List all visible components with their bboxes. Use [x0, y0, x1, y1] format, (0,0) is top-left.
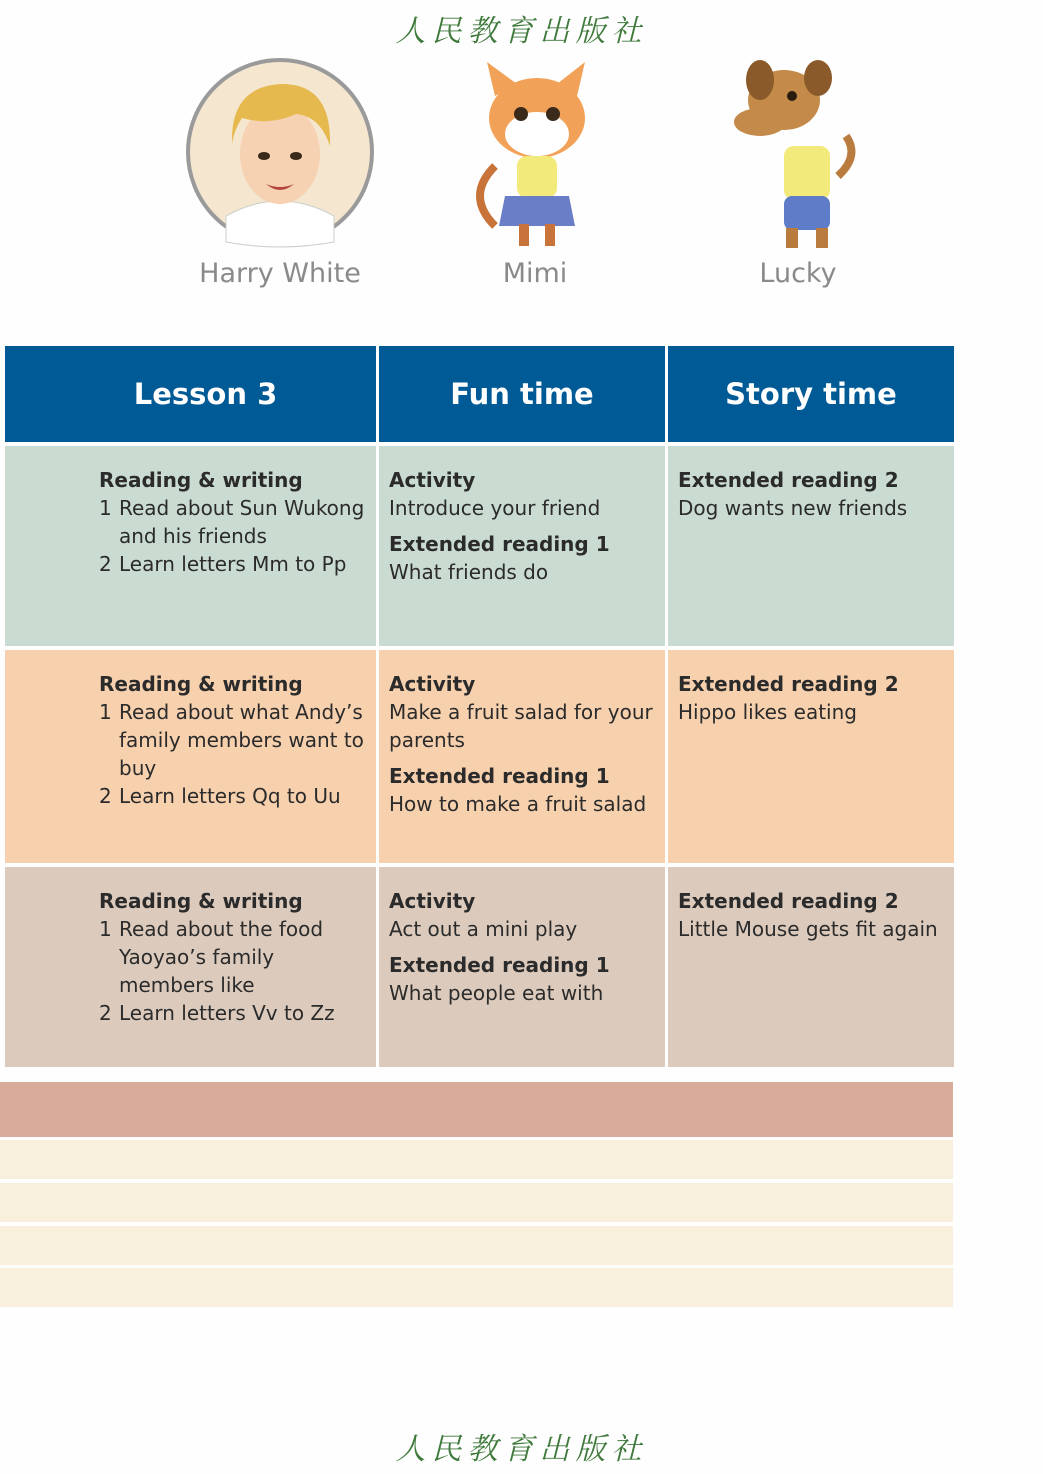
header-story-time: Story time	[668, 346, 954, 442]
lucky-dog-image	[688, 56, 908, 256]
cell-title: Extended reading 2	[678, 889, 899, 913]
cell-subtitle: Extended reading 1	[389, 953, 610, 977]
table-row	[5, 863, 954, 1067]
cell-title: Activity	[389, 468, 476, 492]
cell-text: Act out a mini play	[389, 917, 578, 941]
character-name: Lucky	[759, 258, 837, 289]
cell-subtext: What people eat with	[389, 981, 604, 1005]
item-text: Read about the food Yaoyao’s family members like	[119, 917, 324, 997]
story-time-cell	[668, 646, 954, 863]
fun-time-cell	[379, 863, 665, 1067]
lesson-cell	[5, 442, 376, 646]
table-row	[5, 646, 954, 863]
story-time-cell	[668, 863, 954, 1067]
decorative-band	[0, 1082, 953, 1137]
item-text: Read about what Andy’s family members want to buy	[119, 700, 364, 780]
lesson-cell	[5, 863, 376, 1067]
list-item	[99, 782, 366, 810]
item-number: 2	[99, 784, 112, 808]
cell-text: Dog wants new friends	[678, 496, 908, 520]
character-lucky	[688, 56, 908, 289]
cell-text: Little Mouse gets fit again	[678, 917, 938, 941]
fun-time-cell	[379, 646, 665, 863]
cell-subtitle: Extended reading 1	[389, 532, 610, 556]
item-number: 2	[99, 1001, 112, 1025]
cell-text: Introduce your friend	[389, 496, 601, 520]
ruled-line-band	[0, 1226, 953, 1265]
mimi-cat-image	[425, 56, 645, 256]
list-item	[99, 999, 366, 1027]
cell-title: Reading & writing	[99, 672, 303, 696]
cell-title: Activity	[389, 672, 476, 696]
header-fun-time: Fun time	[379, 346, 665, 442]
list-item	[99, 698, 366, 782]
cell-title: Extended reading 2	[678, 468, 899, 492]
item-number: 1	[99, 700, 112, 724]
fun-time-cell	[379, 442, 665, 646]
syllabus-table	[2, 346, 957, 1067]
cell-subtext: How to make a fruit salad	[389, 792, 647, 816]
item-text: Read about Sun Wukong and his friends	[119, 496, 365, 548]
lesson-cell	[5, 646, 376, 863]
ruled-line-band	[0, 1268, 953, 1307]
story-time-cell	[668, 442, 954, 646]
cell-text: Hippo likes eating	[678, 700, 857, 724]
character-harry	[170, 56, 390, 289]
cell-title: Reading & writing	[99, 889, 303, 913]
list-item	[99, 550, 366, 578]
ruled-line-band	[0, 1183, 953, 1222]
table-header-row	[5, 346, 954, 442]
publisher-logo-top: 人民教育出版社	[395, 14, 648, 49]
cell-title: Activity	[389, 889, 476, 913]
cell-subtitle: Extended reading 1	[389, 764, 610, 788]
harry-portrait-image	[170, 56, 390, 256]
ruled-line-band	[0, 1140, 953, 1179]
publisher-logo-bottom: 人民教育出版社	[395, 1432, 648, 1467]
cell-title: Extended reading 2	[678, 672, 899, 696]
list-item	[99, 494, 366, 550]
item-text: Learn letters Vv to Zz	[119, 1001, 335, 1025]
cell-title: Reading & writing	[99, 468, 303, 492]
item-text: Learn letters Qq to Uu	[119, 784, 341, 808]
character-name: Mimi	[502, 258, 568, 289]
item-number: 2	[99, 552, 112, 576]
list-item	[99, 915, 366, 999]
header-lesson: Lesson 3	[5, 346, 376, 442]
cell-text: Make a fruit salad for your parents	[389, 700, 653, 752]
cell-subtext: What friends do	[389, 560, 549, 584]
character-mimi	[425, 56, 645, 289]
character-name: Harry White	[199, 258, 361, 289]
item-number: 1	[99, 496, 112, 520]
item-number: 1	[99, 917, 112, 941]
item-text: Learn letters Mm to Pp	[119, 552, 347, 576]
table-row	[5, 442, 954, 646]
